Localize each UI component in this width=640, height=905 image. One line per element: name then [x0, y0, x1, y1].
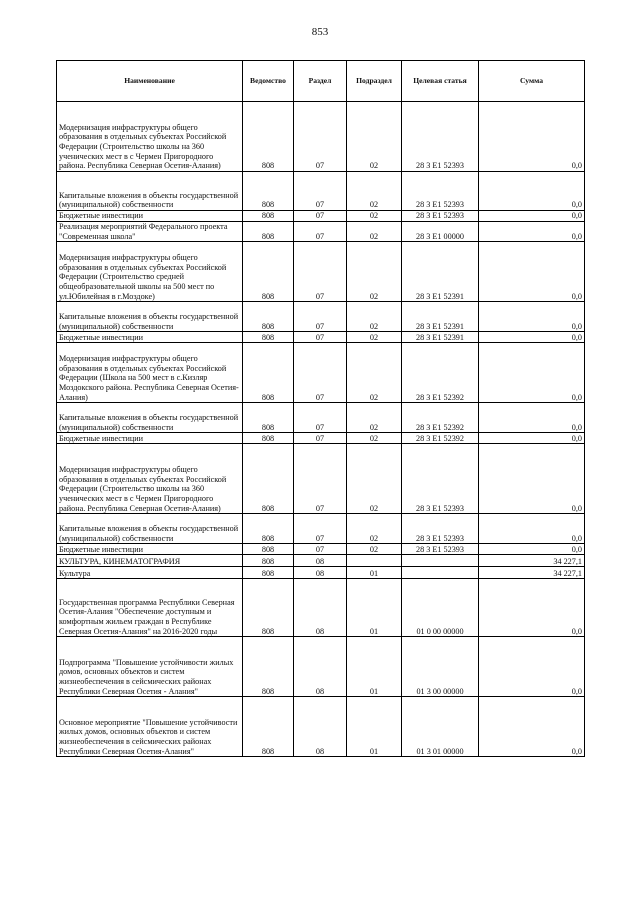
- table-row: [57, 637, 585, 697]
- row-target: 28 3 E1 52391: [402, 302, 479, 332]
- row-dept: 808: [243, 172, 294, 211]
- row-section: 08: [294, 567, 347, 579]
- table-header-row: [57, 61, 585, 102]
- row-target: 01 3 01 00000: [402, 697, 479, 757]
- budget-table: [56, 60, 585, 757]
- row-subsection: 02: [347, 544, 402, 555]
- header-subsection: Подраздел: [347, 61, 402, 102]
- row-subsection: 02: [347, 211, 402, 222]
- row-target: 28 3 E1 52391: [402, 242, 479, 302]
- row-section: 08: [294, 555, 347, 567]
- header-dept: Ведомство: [243, 61, 294, 102]
- row-name: Культура: [57, 567, 243, 579]
- row-dept: 808: [243, 544, 294, 555]
- row-section: 07: [294, 242, 347, 302]
- row-section: 07: [294, 514, 347, 544]
- row-sum: 0,0: [479, 102, 585, 172]
- header-sum: Сумма: [479, 61, 585, 102]
- row-target: [402, 567, 479, 579]
- row-subsection: 02: [347, 433, 402, 444]
- row-sum: 0,0: [479, 514, 585, 544]
- row-sum: 0,0: [479, 211, 585, 222]
- row-section: 08: [294, 697, 347, 757]
- row-subsection: 01: [347, 579, 402, 637]
- table-row: [57, 222, 585, 242]
- table-row: [57, 514, 585, 544]
- row-sum: 34 227,1: [479, 555, 585, 567]
- table-row: [57, 332, 585, 343]
- row-subsection: [347, 555, 402, 567]
- table-row: [57, 544, 585, 555]
- table-row: [57, 697, 585, 757]
- row-name: Основное мероприятие "Повышение устойчивости жилых домов, основных объектов и систем жизнеобеспечения в сейсмических районах Республики Северная Осетия-Алания": [57, 697, 243, 757]
- row-sum: 0,0: [479, 444, 585, 514]
- row-sum: 0,0: [479, 172, 585, 211]
- row-sum: 0,0: [479, 343, 585, 403]
- row-dept: 808: [243, 211, 294, 222]
- row-target: 28 3 E1 52393: [402, 102, 479, 172]
- row-sum: 0,0: [479, 637, 585, 697]
- row-subsection: 02: [347, 102, 402, 172]
- row-sum: 0,0: [479, 403, 585, 433]
- row-subsection: 01: [347, 567, 402, 579]
- row-sum: 0,0: [479, 242, 585, 302]
- table-row: [57, 567, 585, 579]
- row-section: 07: [294, 343, 347, 403]
- row-sum: 0,0: [479, 433, 585, 444]
- row-subsection: 02: [347, 302, 402, 332]
- row-dept: 808: [243, 567, 294, 579]
- row-name: Капитальные вложения в объекты государственной (муниципальной) собственности: [57, 172, 243, 211]
- row-target: 01 3 00 00000: [402, 637, 479, 697]
- row-subsection: 02: [347, 514, 402, 544]
- row-subsection: 01: [347, 697, 402, 757]
- row-dept: 808: [243, 579, 294, 637]
- row-dept: 808: [243, 444, 294, 514]
- row-sum: 34 227,1: [479, 567, 585, 579]
- table-row: [57, 172, 585, 211]
- row-target: 28 3 E1 52391: [402, 332, 479, 343]
- row-section: 07: [294, 172, 347, 211]
- row-name: Модернизация инфраструктуры общего образования в отдельных субъектах Российской Федерации (Строительство школы на 360 ученических мест в с Чермен Пригородного района. Республика Северная Осетия-Алания): [57, 102, 243, 172]
- row-section: 07: [294, 222, 347, 242]
- page-number: 853: [311, 26, 329, 38]
- row-section: 07: [294, 211, 347, 222]
- row-name: Капитальные вложения в объекты государственной (муниципальной) собственности: [57, 514, 243, 544]
- row-dept: 808: [243, 102, 294, 172]
- row-subsection: 02: [347, 444, 402, 514]
- table-row: [57, 302, 585, 332]
- row-target: 01 0 00 00000: [402, 579, 479, 637]
- row-target: 28 3 E1 52392: [402, 343, 479, 403]
- row-target: 28 3 E1 52392: [402, 403, 479, 433]
- row-name: Государственная программа Республики Северная Осетия-Алания "Обеспечение доступным и комфортным жильем граждан в Республике Северная Осетия-Алания" на 2016-2020 годы: [57, 579, 243, 637]
- row-section: 08: [294, 637, 347, 697]
- table-row: [57, 403, 585, 433]
- row-section: 07: [294, 403, 347, 433]
- row-sum: 0,0: [479, 222, 585, 242]
- header-name: Наименование: [57, 61, 243, 102]
- row-sum: 0,0: [479, 332, 585, 343]
- row-sum: 0,0: [479, 579, 585, 637]
- row-name: Капитальные вложения в объекты государственной (муниципальной) собственности: [57, 403, 243, 433]
- row-section: 07: [294, 302, 347, 332]
- row-name: Капитальные вложения в объекты государственной (муниципальной) собственности: [57, 302, 243, 332]
- row-section: 07: [294, 433, 347, 444]
- row-dept: 808: [243, 555, 294, 567]
- row-section: 07: [294, 332, 347, 343]
- row-name: Модернизация инфраструктуры общего образования в отдельных субъектах Российской Федерации (Школа на 500 мест в с.Кизляр Моздокского района. Республика Северная Осетия-Алания): [57, 343, 243, 403]
- row-name: Реализация мероприятий Федерального проекта "Современная школа": [57, 222, 243, 242]
- row-section: 08: [294, 579, 347, 637]
- row-subsection: 02: [347, 222, 402, 242]
- table-row: [57, 444, 585, 514]
- row-target: 28 3 E1 52393: [402, 544, 479, 555]
- row-target: 28 3 E1 52393: [402, 444, 479, 514]
- row-dept: 808: [243, 343, 294, 403]
- row-sum: 0,0: [479, 302, 585, 332]
- table-row: [57, 343, 585, 403]
- row-dept: 808: [243, 637, 294, 697]
- row-subsection: 02: [347, 242, 402, 302]
- row-dept: 808: [243, 242, 294, 302]
- row-dept: 808: [243, 332, 294, 343]
- row-subsection: 02: [347, 343, 402, 403]
- table-row: [57, 102, 585, 172]
- row-subsection: 02: [347, 332, 402, 343]
- table-row: [57, 242, 585, 302]
- row-section: 07: [294, 102, 347, 172]
- table-row: [57, 555, 585, 567]
- row-dept: 808: [243, 697, 294, 757]
- row-name: Бюджетные инвестиции: [57, 332, 243, 343]
- row-name: КУЛЬТУРА, КИНЕМАТОГРАФИЯ: [57, 555, 243, 567]
- row-target: 28 3 E1 52393: [402, 514, 479, 544]
- row-target: 28 3 E1 00000: [402, 222, 479, 242]
- row-dept: 808: [243, 403, 294, 433]
- header-target: Целевая статья: [402, 61, 479, 102]
- header-section: Раздел: [294, 61, 347, 102]
- table-row: [57, 433, 585, 444]
- row-sum: 0,0: [479, 544, 585, 555]
- row-section: 07: [294, 544, 347, 555]
- row-subsection: 01: [347, 637, 402, 697]
- row-name: Модернизация инфраструктуры общего образования в отдельных субъектах Российской Федерации (Строительство средней общеобразовательной школы на 500 мест по ул.Юбилейная в г.Моздоке): [57, 242, 243, 302]
- row-dept: 808: [243, 222, 294, 242]
- row-sum: 0,0: [479, 697, 585, 757]
- row-target: 28 3 E1 52392: [402, 433, 479, 444]
- row-name: Модернизация инфраструктуры общего образования в отдельных субъектах Российской Федерации (Строительство школы на 360 ученических мест в с Чермен Пригородного района. Республика Северная Осетия-Алания): [57, 444, 243, 514]
- table-row: [57, 211, 585, 222]
- row-dept: 808: [243, 433, 294, 444]
- row-name: Бюджетные инвестиции: [57, 211, 243, 222]
- row-dept: 808: [243, 302, 294, 332]
- row-section: 07: [294, 444, 347, 514]
- row-target: 28 3 E1 52393: [402, 172, 479, 211]
- row-name: Подпрограмма "Повышение устойчивости жилых домов, основных объектов и систем жизнеобеспечения в сейсмических районах Республики Северная Осетия - Алания": [57, 637, 243, 697]
- row-name: Бюджетные инвестиции: [57, 433, 243, 444]
- row-target: 28 3 E1 52393: [402, 211, 479, 222]
- row-name: Бюджетные инвестиции: [57, 544, 243, 555]
- row-target: [402, 555, 479, 567]
- row-subsection: 02: [347, 403, 402, 433]
- table-row: [57, 579, 585, 637]
- row-subsection: 02: [347, 172, 402, 211]
- row-dept: 808: [243, 514, 294, 544]
